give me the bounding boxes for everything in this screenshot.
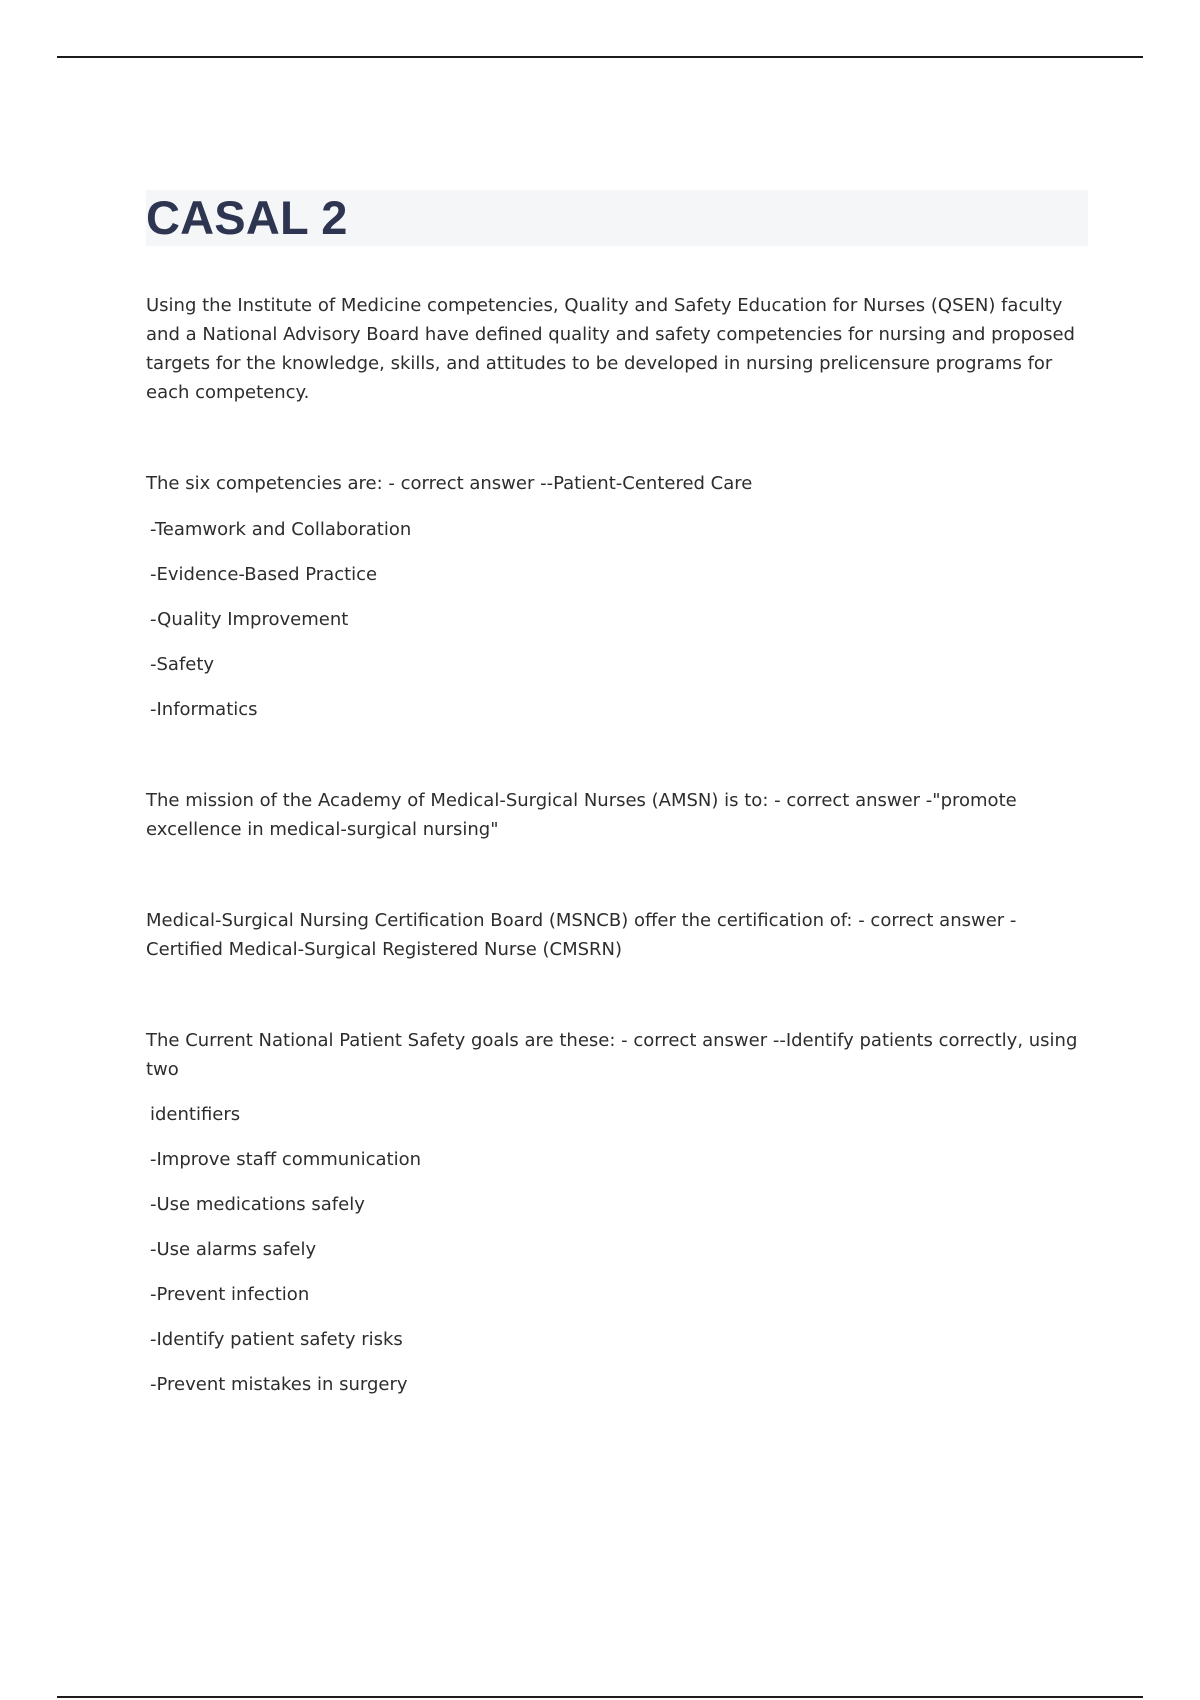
- qa-block-competencies: [146, 469, 1086, 724]
- document-body: [146, 291, 1086, 1415]
- list-item: -Identify patient safety risks: [150, 1329, 403, 1350]
- list-item: -Use alarms safely: [150, 1239, 317, 1260]
- list-item: -Informatics: [150, 699, 258, 720]
- qa-block-msncb: [146, 906, 1086, 964]
- bottom-rule: [57, 1696, 1143, 1698]
- list-item: identifiers: [150, 1104, 241, 1125]
- intro-paragraph: Using the Institute of Medicine competencies, Quality and Safety Education for Nurses (QSEN) faculty and a National Advisory Board have defined quality and safety competencies for nursing and proposed targets for the knowledge, skills, and attitudes to be developed in nursing prelicensure programs for each competency.: [146, 295, 1075, 403]
- list-item: -Quality Improvement: [150, 609, 349, 630]
- list-item: -Use medications safely: [150, 1194, 365, 1215]
- list-item: -Prevent mistakes in surgery: [150, 1374, 408, 1395]
- qa-question: The six competencies are: - correct answer --Patient-Centered Care: [146, 473, 753, 494]
- list-item: -Teamwork and Collaboration: [150, 519, 412, 540]
- top-rule: [57, 56, 1143, 58]
- qa-question: The Current National Patient Safety goals are these: - correct answer --Identify patients correctly, using two: [146, 1030, 1078, 1080]
- list-item: -Safety: [150, 654, 215, 675]
- list-item: -Prevent infection: [150, 1284, 310, 1305]
- qa-block-safety-goals: [146, 1026, 1086, 1399]
- qa-question: The mission of the Academy of Medical-Surgical Nurses (AMSN) is to: - correct answer -"promote excellence in medical-surgical nursing": [146, 790, 1017, 840]
- qa-block-amsn: [146, 786, 1086, 844]
- list-item: -Improve staff communication: [150, 1149, 422, 1170]
- document-title: CASAL 2: [146, 191, 348, 244]
- list-item: -Evidence-Based Practice: [150, 564, 378, 585]
- qa-question: Medical-Surgical Nursing Certification Board (MSNCB) offer the certification of: - correct answer - Certified Medical-Surgical Registered Nurse (CMSRN): [146, 910, 1017, 960]
